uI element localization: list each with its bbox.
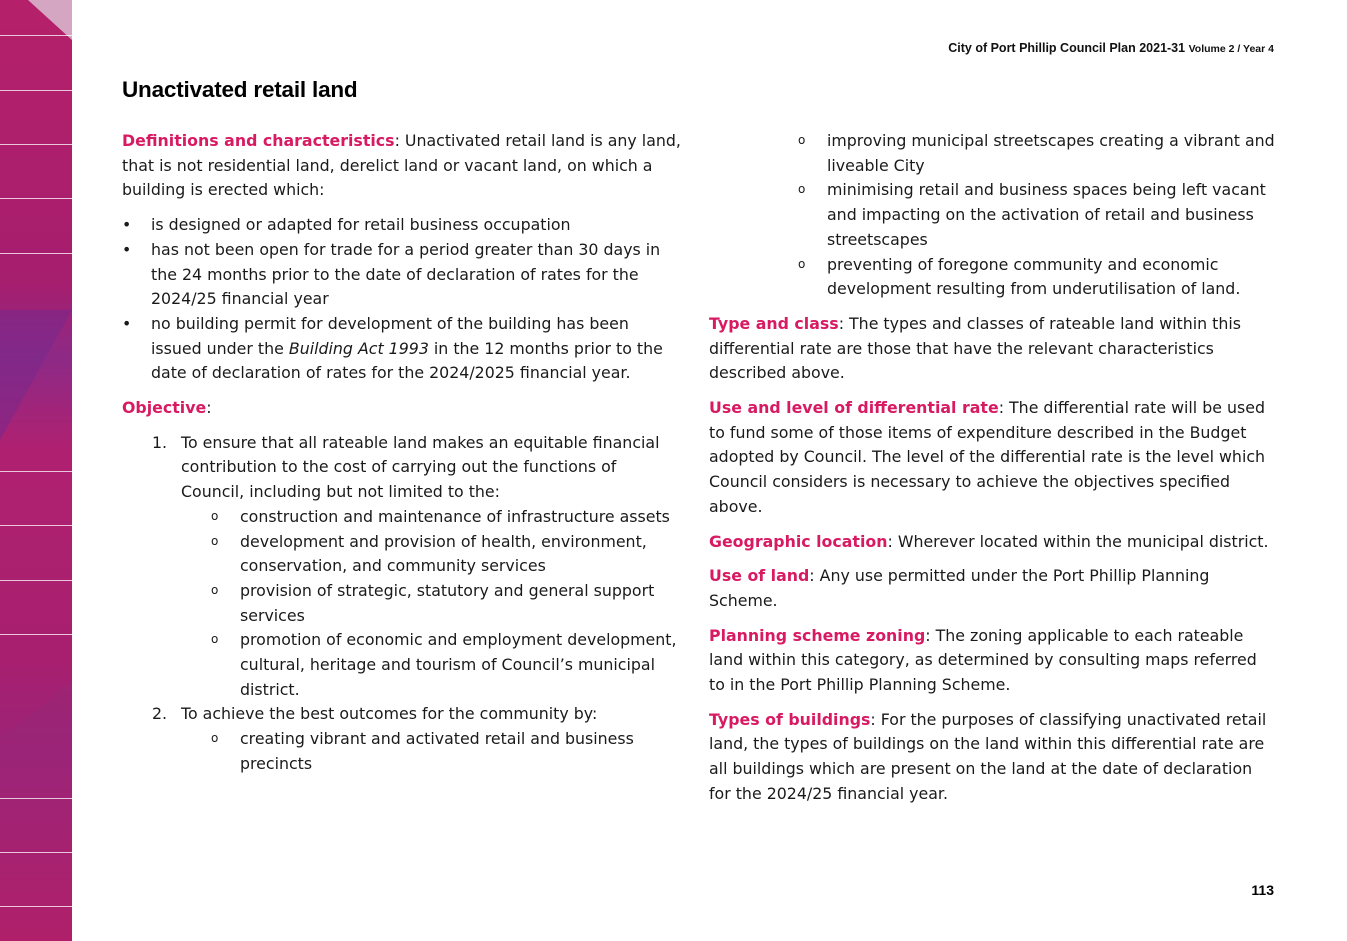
sub-list-continued [709,129,1275,302]
geographic-paragraph [709,530,1275,555]
running-header [948,41,1274,55]
sub-list-item: o promotion of economic and employment development, cultural, heritage and tourism of Council’s municipal district. [181,628,684,702]
use-of-land-paragraph [709,564,1275,613]
objective-list [122,431,684,777]
type-class-label: Type and class [709,313,839,333]
sub-list-item: o preventing of foregone community and economic development resulting from underutilisation of land. [709,253,1275,302]
definitions-paragraph [122,129,684,203]
use-level-text: : The differential rate will be used to fund some of those items of expenditure described in the Budget adopted by Council. The level of the differential rate is the level which Council considers is necessary to achieve the objectives specified above. [709,398,1266,516]
use-of-land-text: : Any use permitted under the Port Phillip Planning Scheme. [709,566,1210,610]
list-item [122,312,684,386]
sidebar-line [0,580,72,581]
sub-list-item: o creating vibrant and activated retail and business precincts [181,727,684,776]
page-number: 113 [1251,882,1274,898]
use-of-land-label: Use of land [709,566,810,586]
sidebar-line [0,906,72,907]
sidebar-corner-shape [28,0,72,40]
sidebar-line [0,634,72,635]
list-item-text: in the 12 months prior to the date of declaration of rates for the 2024/2025 financial year. [151,338,663,383]
sidebar-triangle-shape [0,310,72,440]
decorative-sidebar [0,0,72,941]
sub-list [181,505,684,703]
left-column [122,129,684,777]
buildings-paragraph [709,708,1275,807]
item-number: 2. [152,704,168,724]
objective-label: Objective [122,398,207,418]
list-item [122,702,684,776]
sidebar-line [0,90,72,91]
type-class-text: : The types and classes of rateable land within this differential rate are those that have the relevant characteristics described above. [709,313,1241,383]
use-level-paragraph [709,396,1275,520]
geographic-label: Geographic location [709,531,888,551]
zoning-label: Planning scheme zoning [709,625,926,645]
sub-list [181,727,684,776]
item-text: To ensure that all rateable land makes an equitable financial contribution to the cost of carrying out the functions of Council, including but not limited to the: [181,432,660,502]
sidebar-line [0,35,72,36]
sidebar-line [0,198,72,199]
use-level-label: Use and level of differential rate [709,398,999,418]
right-column [709,129,1275,807]
buildings-text: : For the purposes of classifying unactivated retail land, the types of buildings on the land within this differential rate are all buildings which are present on the land at the date of declaration for the 2024/25 financial year. [709,709,1267,803]
zoning-paragraph [709,624,1275,698]
sub-list-item: o improving municipal streetscapes creating a vibrant and liveable City [709,129,1275,178]
type-class-paragraph [709,312,1275,386]
sidebar-line [0,471,72,472]
objective-colon: : [206,398,212,418]
geographic-text: : Wherever located within the municipal district. [887,531,1269,551]
sidebar-line [0,144,72,145]
sidebar-triangle-shape [0,680,72,740]
sub-list-item: o minimising retail and business spaces being left vacant and impacting on the activation of retail and business streetscapes [709,178,1275,252]
list-item [122,431,684,703]
definitions-label: Definitions and characteristics [122,131,395,150]
item-number: 1. [152,432,168,452]
sub-list-item: o construction and maintenance of infrastructure assets [181,505,684,530]
header-volume: Volume 2 / Year 4 [1188,43,1274,55]
sidebar-line [0,525,72,526]
sidebar-line [0,852,72,853]
sidebar-line [0,253,72,254]
page-title: Unactivated retail land [122,77,358,102]
buildings-label: Types of buildings [709,709,871,729]
characteristics-list [122,213,684,386]
sidebar-line [0,798,72,799]
item-text: To achieve the best outcomes for the community by: [181,704,598,724]
objective-heading [122,396,684,421]
sub-list-item: o development and provision of health, environment, conservation, and community services [181,530,684,579]
list-item: • has not been open for trade for a period greater than 30 days in the 24 months prior to the date of declaration of rates for the 2024/25 financial year [122,238,684,312]
definitions-text: : Unactivated retail land is any land, that is not residential land, derelict land or vacant land, on which a building is erected which: [122,131,681,200]
list-item-text: no building permit for development of the building has been issued under the [151,313,629,358]
list-item: • is designed or adapted for retail business occupation [122,213,684,238]
zoning-text: : The zoning applicable to each rateable land within this category, as determined by consulting maps referred to in the Port Phillip Planning Scheme. [709,625,1257,695]
act-title: Building Act 1993 [288,338,429,358]
header-title: City of Port Phillip Council Plan 2021-31 [948,41,1186,55]
sub-list-item: o provision of strategic, statutory and general support services [181,579,684,628]
